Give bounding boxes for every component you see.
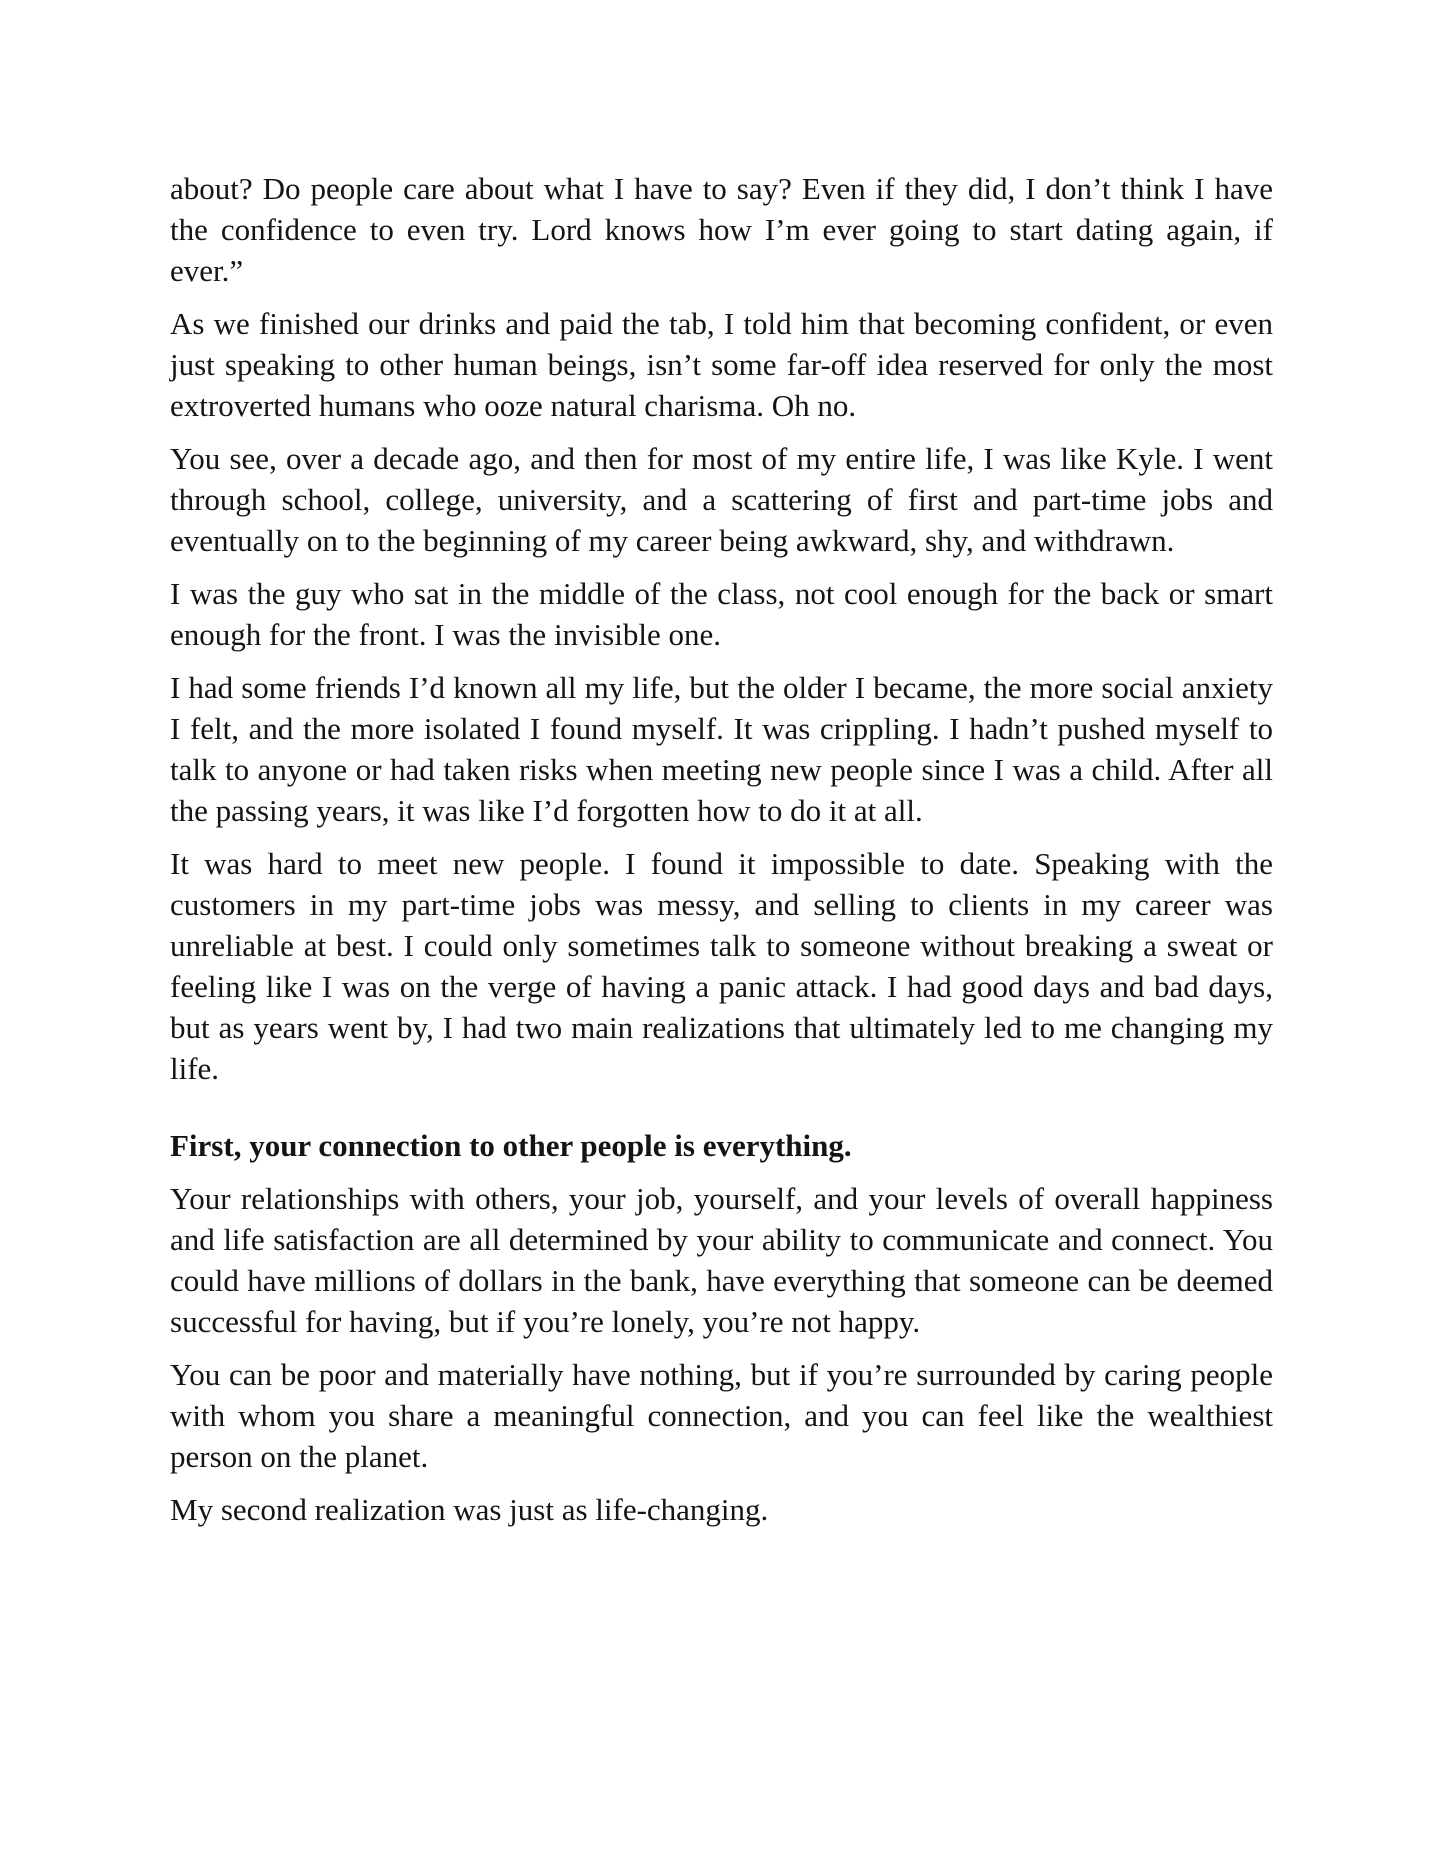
paragraph-5: I had some friends I’d known all my life, but the older I became, the more social anxiety I felt, and the more isolated I found myself. It was crippling. I hadn’t pushed myself to talk to anyone or had taken risks when meeting new people since I was a child. After all the passing years, it was like I’d forgotten how to do it at all. bbox=[170, 670, 1273, 828]
paragraph-4: I was the guy who sat in the middle of the class, not cool enough for the back or smart enough for the front. I was the invisible one. bbox=[170, 576, 1273, 652]
paragraph-7: Your relationships with others, your job, yourself, and your levels of overall happiness and life satisfaction are all determined by your ability to communicate and connect. You could have millions of dollars in the bank, have everything that someone can be deemed successful for having, but if you’re lonely, you’re not happy. bbox=[170, 1181, 1273, 1339]
body-text bbox=[170, 168, 1273, 1542]
paragraph-1: about? Do people care about what I have to say? Even if they did, I don’t think I have the confidence to even try. Lord knows how I’m ever going to start dating again, if ever.” bbox=[170, 171, 1273, 288]
paragraph-3: You see, over a decade ago, and then for most of my entire life, I was like Kyle. I went through school, college, university, and a scattering of first and part-time jobs and eventually on to the beginning of my career being awkward, shy, and withdrawn. bbox=[170, 441, 1273, 558]
paragraph-6: It was hard to meet new people. I found it impossible to date. Speaking with the customers in my part-time jobs was messy, and selling to clients in my career was unreliable at best. I could only sometimes talk to someone without breaking a sweat or feeling like I was on the verge of having a panic attack. I had good days and bad days, but as years went by, I had two main realizations that ultimately led to me changing my life. bbox=[170, 846, 1273, 1086]
paragraph-2: As we finished our drinks and paid the tab, I told him that becoming confident, or even just speaking to other human beings, isn’t some far-off idea reserved for only the most extroverted humans who ooze natural charisma. Oh no. bbox=[170, 306, 1273, 423]
paragraph-9: My second realization was just as life-changing. bbox=[170, 1492, 769, 1527]
paragraph-8: You can be poor and materially have nothing, but if you’re surrounded by caring people with whom you share a meaningful connection, and you can feel like the wealthiest person on the planet. bbox=[170, 1357, 1273, 1474]
section-heading: First, your connection to other people is everything. bbox=[170, 1128, 852, 1163]
